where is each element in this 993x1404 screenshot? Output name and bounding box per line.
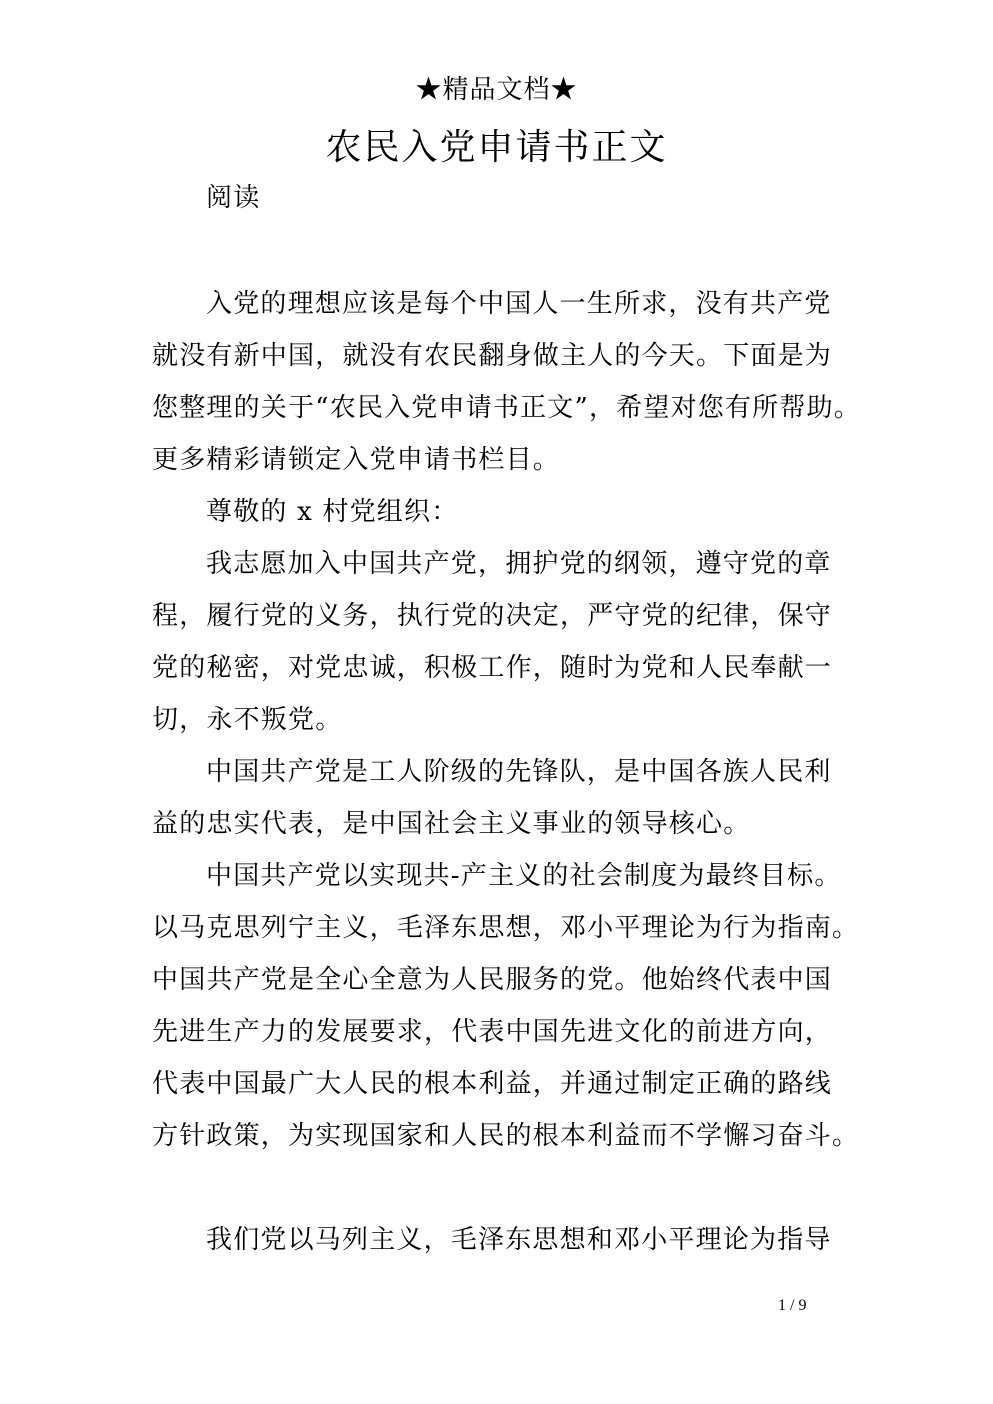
header-banner: ★精品文档★	[415, 75, 578, 105]
text-line: 我志愿加入中国共产党，拥护党的纲领，遵守党的章	[206, 549, 832, 579]
text-line: 就没有新中国，就没有农民翻身做主人的今天。下面是为	[152, 341, 833, 371]
text-line: 以马克思列宁主义，毛泽东思想，邓小平理论为行为指南。	[152, 913, 860, 943]
document-title: 农民入党申请书正文	[325, 127, 668, 168]
text-line: 入党的理想应该是每个中国人一生所求，没有共产党	[206, 289, 832, 319]
text-line: 代表中国最广大人民的根本利益，并通过制定正确的路线	[152, 1069, 833, 1099]
page-number: 1 / 9	[778, 1297, 807, 1314]
text-line: 切，永不叛党。	[152, 705, 343, 735]
text-line: 更多精彩请锁定入党申请书栏目。	[152, 445, 561, 475]
text-line: 方针政策，为实现国家和人民的根本利益而不学懈习奋斗。	[152, 1121, 860, 1151]
text-line: 益的忠实代表，是中国社会主义事业的领导核心。	[152, 809, 751, 839]
text-line: 程，履行党的义务，执行党的决定，严守党的纪律，保守	[152, 601, 833, 631]
text-line: 党的秘密，对党忠诚，积极工作，随时为党和人民奉献一	[152, 653, 833, 683]
text-line: 先进生产力的发展要求，代表中国先进文化的前进方向，	[152, 1017, 833, 1047]
text-line: 中国共产党是全心全意为人民服务的党。他始终代表中国	[152, 965, 833, 995]
text-line: 中国共产党是工人阶级的先锋队，是中国各族人民利	[206, 757, 832, 787]
salutation: 尊敬的 x 村党组织：	[206, 497, 459, 527]
text-line: 中国共产党以实现共-产主义的社会制度为最终目标。	[206, 861, 842, 891]
text-line: 我们党以马列主义，毛泽东思想和邓小平理论为指导	[206, 1225, 832, 1255]
text-line-reading: 阅读	[206, 183, 261, 213]
text-line: 您整理的关于“农民入党申请书正文”，希望对您有所帮助。	[152, 393, 861, 423]
